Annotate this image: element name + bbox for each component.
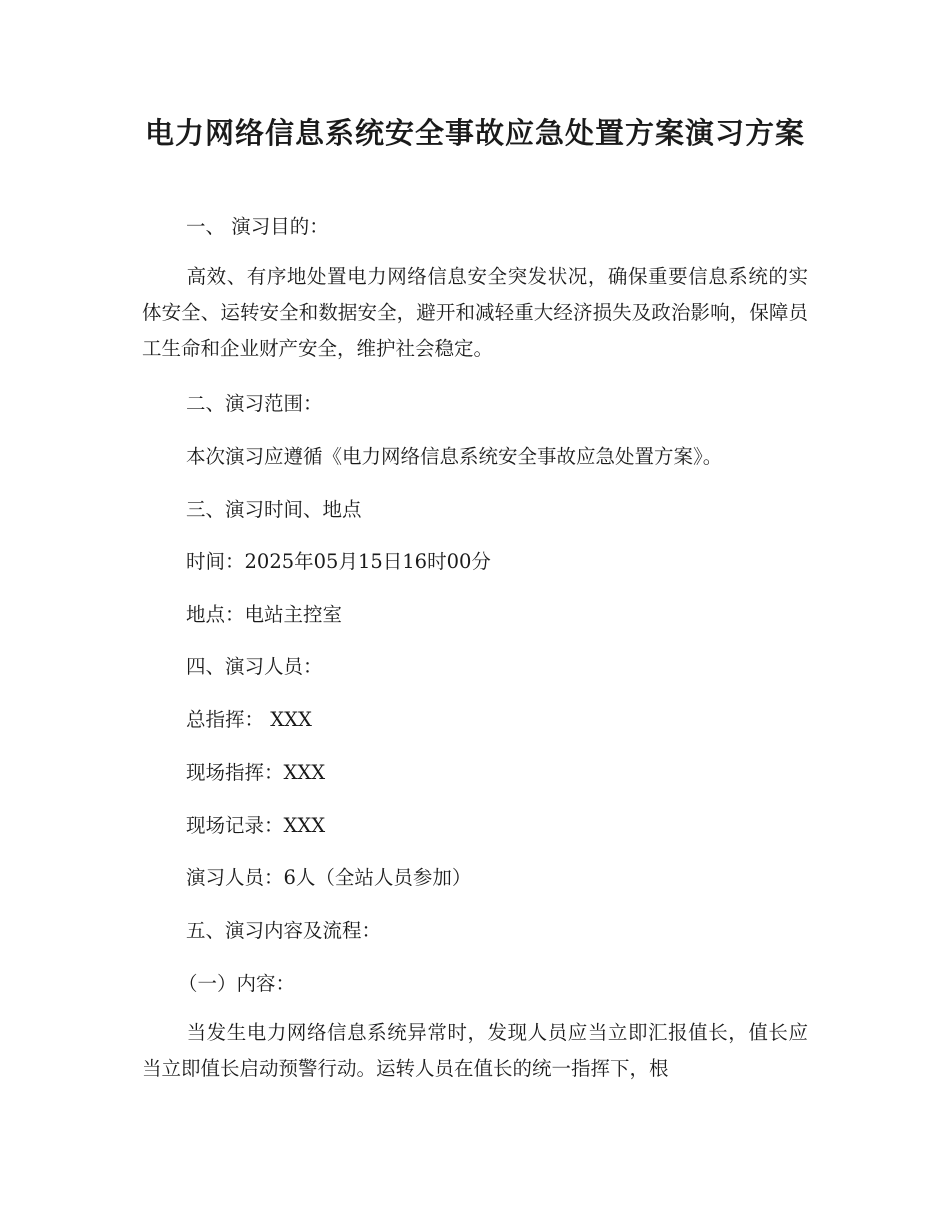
section-1-body-text: 高效、有序地处置电力网络信息安全突发状况，确保重要信息系统的实体安全、运转安全和数据安全，避开和减轻重大经济损失及政治影响，保障员工生命和企业财产安全，维护社会稳定。 [142, 265, 808, 360]
section-1-heading: 一、 演习目的： [186, 215, 329, 238]
section-3-heading: 三、演习时间、地点 [186, 498, 362, 521]
section-5-sub1-body [142, 1015, 808, 1087]
section-4-heading: 四、演习人员： [186, 655, 323, 678]
section-4-commander: 总指挥： XXX [186, 708, 312, 731]
section-4-participants: 演习人员：6人（全站人员参加） [186, 866, 472, 889]
section-5-sub1-body-text: 当发生电力网络信息系统异常时，发现人员应当立即汇报值长，值长应当立即值长启动预警行动。运转人员在值长的统一指挥下，根 [142, 1021, 808, 1080]
section-2-heading: 二、演习范围： [186, 392, 323, 415]
section-3-time: 时间：2025年05月15日16时00分 [186, 550, 491, 573]
document-title: 电力网络信息系统安全事故应急处置方案演习方案 [144, 116, 805, 150]
section-4-site-commander: 现场指挥：XXX [186, 761, 326, 784]
section-3-place: 地点：电站主控室 [186, 603, 343, 626]
section-5-sub1-heading: （一）内容： [178, 972, 296, 995]
section-4-recorder: 现场记录：XXX [186, 814, 326, 837]
section-2-body: 本次演习应遵循《电力网络信息系统安全事故应急处置方案》。 [186, 445, 723, 468]
section-1-body [142, 259, 808, 367]
section-5-heading: 五、演习内容及流程： [186, 919, 382, 942]
